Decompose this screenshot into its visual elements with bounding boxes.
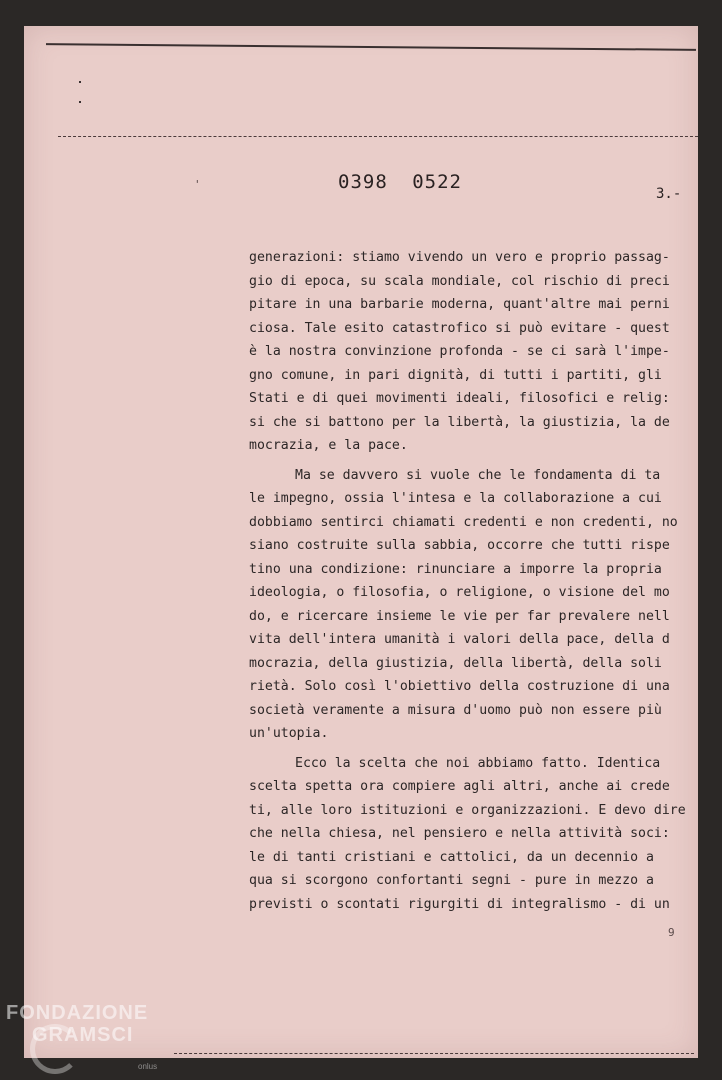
document-number: 0398 0522 bbox=[338, 171, 462, 193]
text-line: ideologia, o filosofia, o religione, o visione del mo bbox=[249, 585, 670, 600]
text-line: un'utopia. bbox=[249, 726, 329, 741]
text-line: mocrazia, e la pace. bbox=[249, 438, 408, 453]
text-line: do, e ricercare insieme le vie per far prevalere nell bbox=[249, 608, 670, 624]
text-line: mocrazia, della giustizia, della libertà, della soli bbox=[249, 655, 662, 671]
text-line: qua si scorgono confortanti segni - pure in mezzo a bbox=[249, 873, 654, 888]
text-line: Ma se davvero si vuole che le fondamenta di ta bbox=[295, 467, 661, 483]
punch-mark bbox=[79, 101, 81, 103]
text-line: è la nostra convinzione profonda - se ci sarà l'impe- bbox=[249, 344, 670, 359]
text-line: che nella chiesa, nel pensiero e nella attività soci: bbox=[249, 826, 670, 841]
text-line: rietà. Solo così l'obiettivo della costruzione di una bbox=[249, 679, 670, 694]
paragraph-2 bbox=[249, 464, 699, 746]
text-line: ciosa. Tale esito catastrofico si può evitare - quest bbox=[249, 320, 670, 336]
text-line: pitare in una barbarie moderna, quant'altre mai perni bbox=[249, 297, 670, 312]
watermark-line-2: GRAMSCI bbox=[32, 1024, 134, 1046]
watermark-sub: onlus bbox=[138, 1062, 158, 1071]
watermark-line-1: FONDAZIONE bbox=[6, 1002, 149, 1024]
body-text bbox=[249, 246, 699, 922]
bullet-mark: ' bbox=[194, 178, 201, 191]
dashed-rule bbox=[58, 136, 698, 137]
bottom-dashed-rule bbox=[174, 1053, 694, 1054]
paragraph-3 bbox=[249, 752, 699, 917]
text-line: ti, alle loro istituzioni e organizzazioni. E devo dire bbox=[249, 802, 686, 818]
text-line: Stati e di quei movimenti ideali, filosofici e relig: bbox=[249, 391, 670, 406]
page-number: 3.- bbox=[656, 186, 682, 202]
top-rule bbox=[46, 43, 696, 51]
text-line: scelta spetta ora compiere agli altri, anche ai crede bbox=[249, 779, 670, 794]
paragraph-1 bbox=[249, 246, 699, 458]
text-line: siano costruite sulla sabbia, occorre che tutti rispe bbox=[249, 538, 670, 553]
text-line: le impegno, ossia l'intesa e la collaborazione a cui bbox=[249, 491, 662, 506]
watermark-logo bbox=[6, 1002, 148, 1046]
text-line: si che si battono per la libertà, la giustizia, la de bbox=[249, 414, 670, 430]
document-page bbox=[24, 26, 698, 1058]
text-line: vita dell'intera umanità i valori della pace, della d bbox=[249, 632, 670, 647]
text-line: gio di epoca, su scala mondiale, col rischio di preci bbox=[249, 273, 670, 289]
punch-mark bbox=[79, 81, 81, 83]
text-line: le di tanti cristiani e cattolici, da un decennio a bbox=[249, 849, 654, 865]
text-line: previsti o scontati rigurgiti di integralismo - di un bbox=[249, 896, 670, 912]
text-line: dobbiamo sentirci chiamati credenti e non credenti, no bbox=[249, 514, 678, 530]
text-line: generazioni: stiamo vivendo un vero e proprio passag- bbox=[249, 250, 670, 265]
margin-mark: 9 bbox=[668, 926, 675, 939]
text-line: società veramente a misura d'uomo può non essere più bbox=[249, 702, 662, 718]
text-line: gno comune, in pari dignità, di tutti i partiti, gli bbox=[249, 367, 662, 383]
text-line: Ecco la scelta che noi abbiamo fatto. Identica bbox=[295, 755, 661, 771]
text-line: tino una condizione: rinunciare a imporre la propria bbox=[249, 561, 662, 577]
